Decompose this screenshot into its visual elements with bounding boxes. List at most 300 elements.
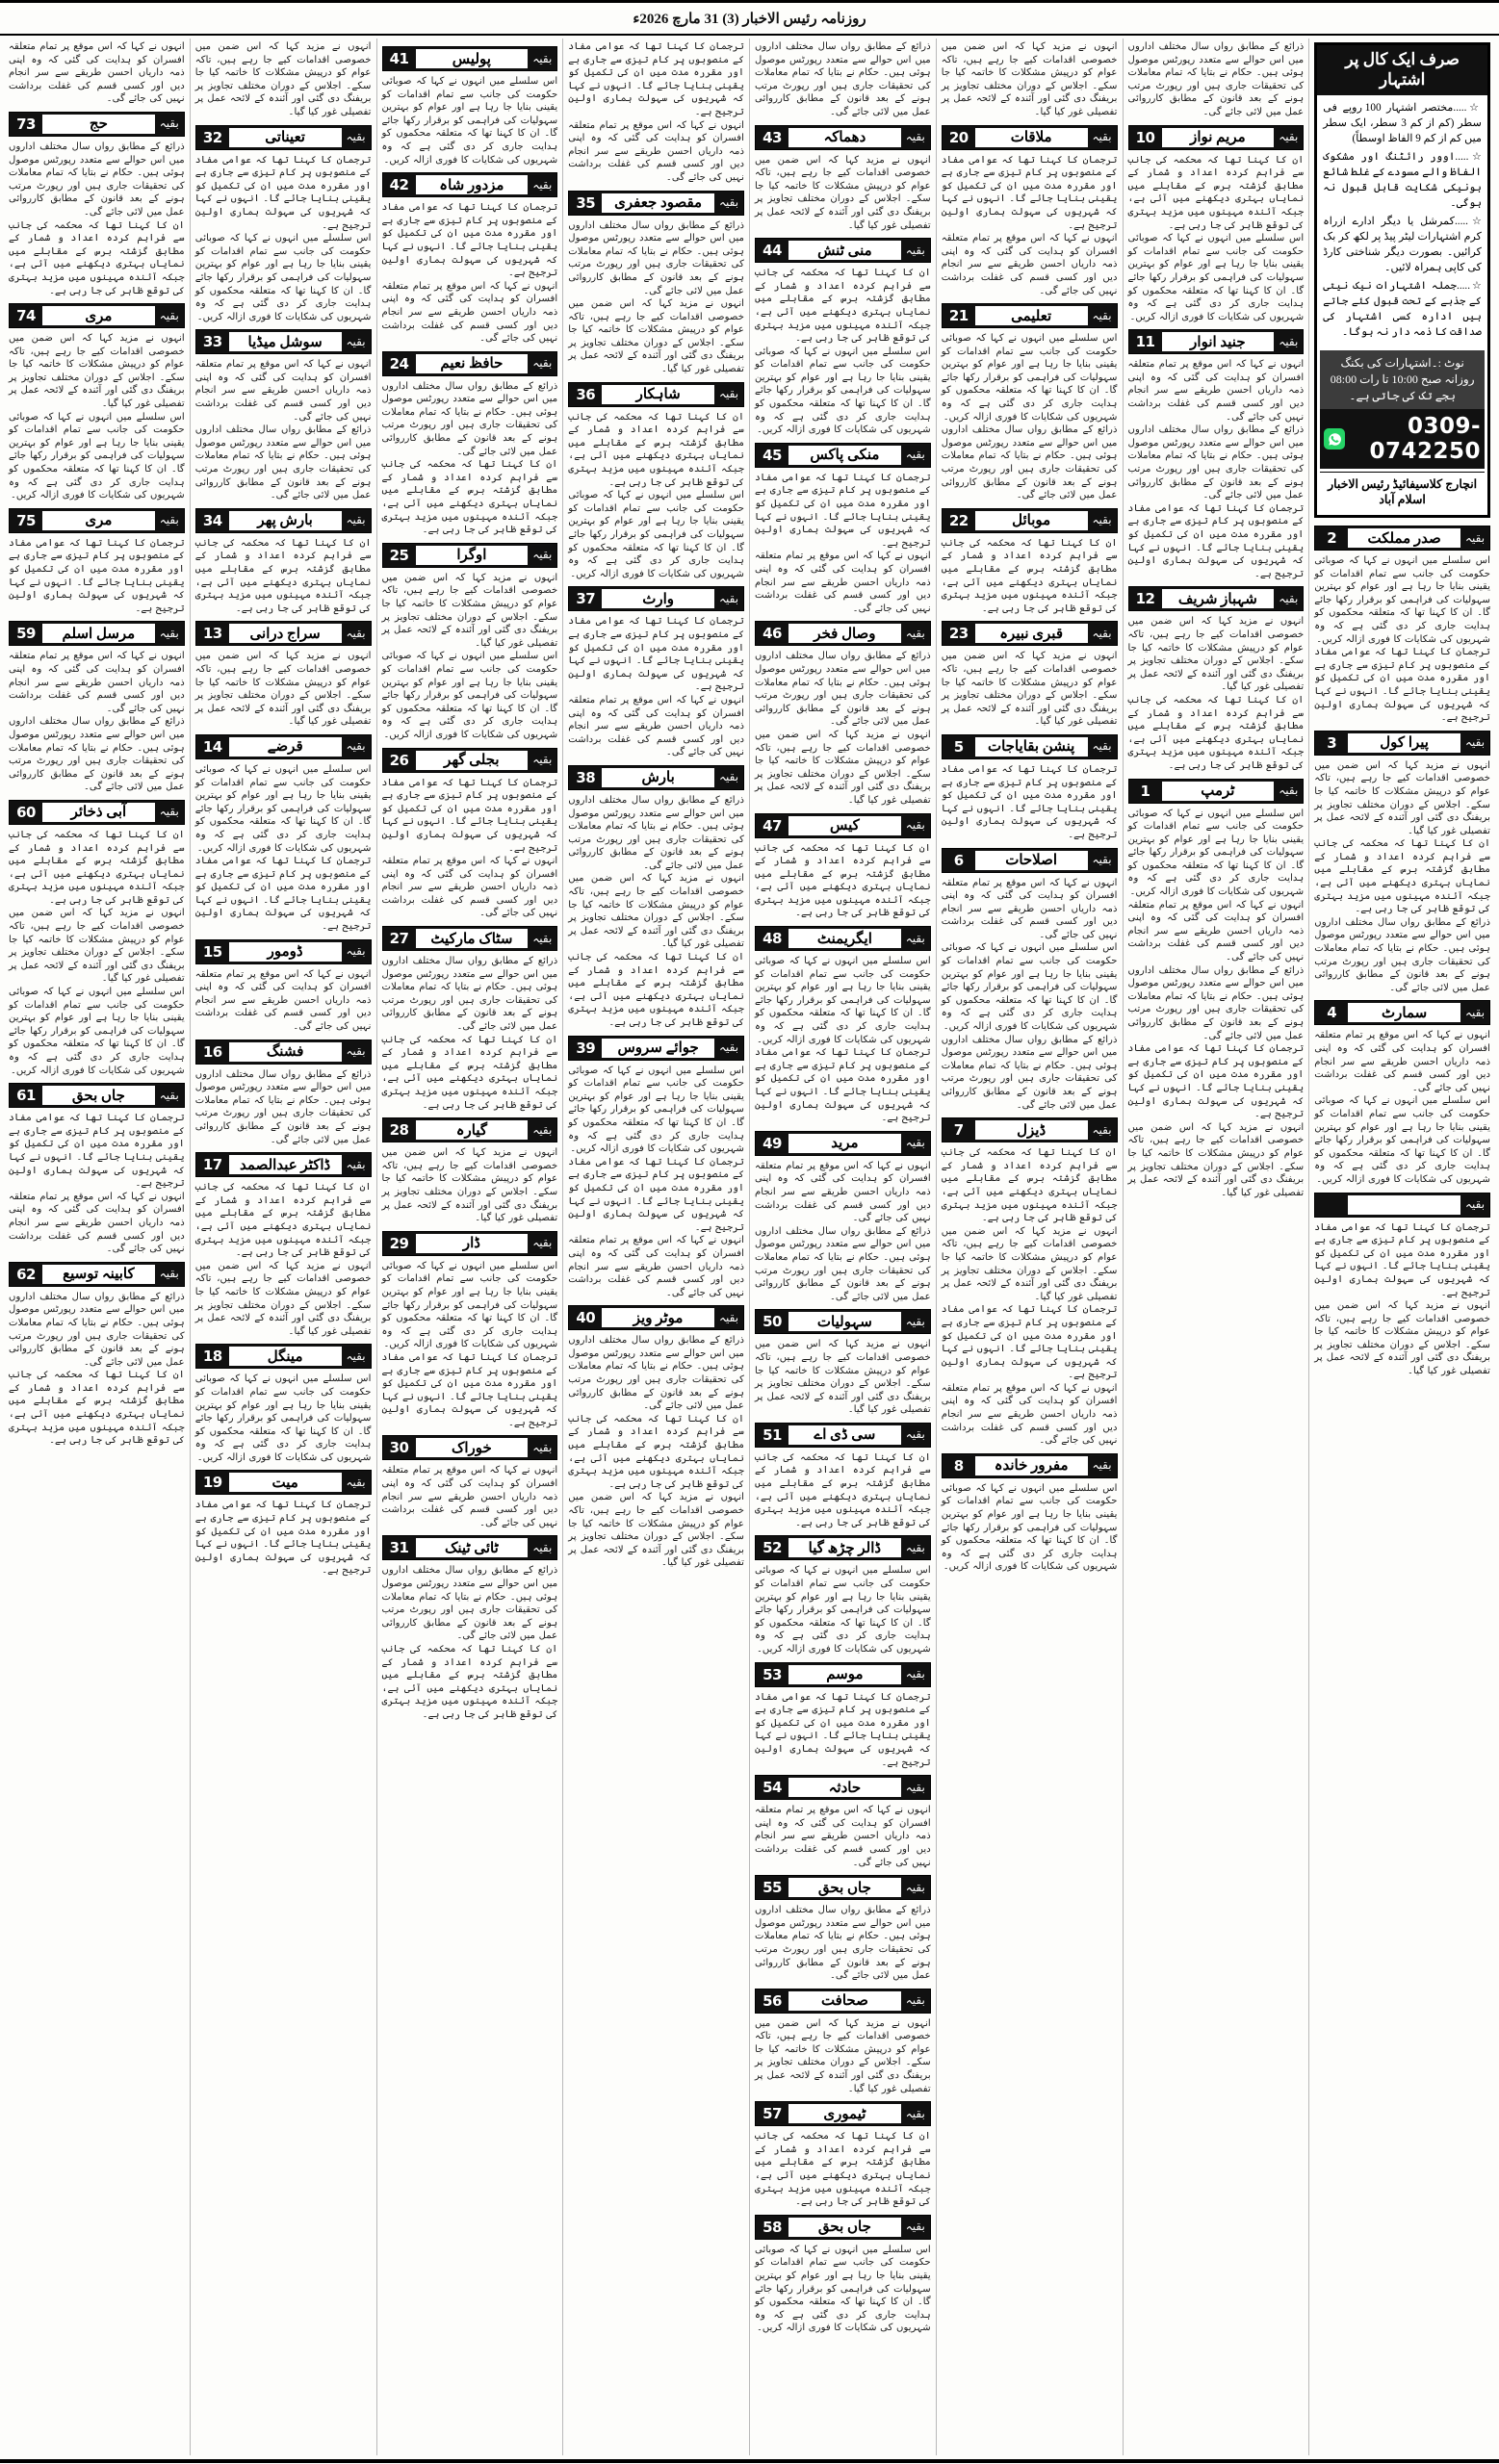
article-number: 61 — [10, 1084, 42, 1107]
continuation-tag: بقیہ — [714, 1037, 743, 1060]
article-head-43[interactable] — [382, 748, 558, 773]
column-8 — [4, 38, 190, 2455]
article-number: 23 — [943, 622, 975, 645]
continuation-tag: بقیہ — [1088, 304, 1117, 327]
article-title: تعلیمی — [975, 306, 1088, 325]
article-head-29[interactable] — [755, 1875, 931, 1900]
article-body: ترجمان کا کہنا تھا کہ عوامی مفاد کے منصوبوں پر کام تیزی سے جاری ہے اور مقررہ مدت میں ان کی تکمیل کو یقینی بنایا جائے گا۔ انہوں نے کہا کہ شہریوں کی سہولت ہماری اولین ترجیح ہے۔ — [381, 777, 558, 854]
continuation-tag: بقیہ — [901, 239, 930, 262]
article-body: ترجمان کا کہنا تھا کہ عوامی مفاد کے منصوبوں پر کام تیزی سے جاری ہے اور مقررہ مدت میں ان کی تکمیل کو یقینی بنایا جائے گا۔ انہوں نے کہا کہ شہریوں کی سہولت ہماری اولین ترجیح ہے۔ — [755, 1691, 931, 1768]
advert-bullet-3: ☆.....کمرشل یا دیگر ادارے ازراہ کرم اشتہارات لیٹر پیڈ پر لکھ کر بک کرائیں۔ بصورت دیگر شناختی کارڈ کی کاپی ہمراہ لائیں۔ — [1323, 216, 1482, 273]
article-title: موٹر ویز — [602, 1308, 714, 1327]
article-title: وصال فخر — [788, 624, 901, 643]
article-number: 16 — [196, 1040, 229, 1064]
article-title: اوگرا — [416, 546, 529, 565]
article-body: ان کا کہنا تھا کہ محکمہ کی جانب سے فراہم کردہ اعداد و شمار کے مطابق گزشتہ برس کے مقابلے میں نمایاں بہتری دیکھنے میں آئی ہے، جبکہ آئندہ مہینوں میں مزید بہتری کی توقع ظاہر کی جا رہی ہے۔ — [1127, 154, 1305, 231]
column-2 — [1123, 38, 1309, 2455]
continuation-tag: بقیہ — [342, 622, 371, 645]
article-body: انہوں نے مزید کہا کہ اس ضمن میں خصوصی اقدامات کیے جا رہے ہیں، تاکہ عوام کو درپیش مشکلات کا خاتمہ کیا جا سکے۔ اجلاس کے دوران مختلف تجاویز پر بریفنگ دی گئی اور آئندہ کے لائحہ عمل پر تفصیلی غور کیا گیا۔ — [941, 651, 1118, 728]
continuation-tag: بقیہ — [901, 1310, 930, 1333]
article-number: 54 — [756, 1776, 788, 1799]
article-head-55[interactable] — [195, 1040, 372, 1065]
article-title: میت — [229, 1473, 342, 1492]
column-5 — [562, 38, 749, 2455]
article-body: اس سلسلے میں انہوں نے کہا کہ صوبائی حکومت کی جانب سے تمام اقدامات کو یقینی بنایا جا رہا ہے اور عوام کو بہترین سہولیات کی فراہمی کو برقرار رکھا جائے گا۔ ان کا کہنا تھا کہ متعلقہ محکموں کو ہدایت جاری کر دی گئی ہے کہ وہ شہریوں کی شکایات کا فوری ازالہ کریں۔ — [9, 987, 185, 1076]
article-head-11[interactable] — [942, 508, 1118, 533]
article-body: اس سلسلے میں انہوں نے کہا کہ صوبائی حکومت کی جانب سے تمام اقدامات کو یقینی بنایا جا رہا ہے اور عوام کو بہترین سہولیات کی فراہمی کو برقرار رکھا جائے گا۔ ان کا کہنا تھا کہ متعلقہ محکموں کو ہدایت جاری کر دی گئی ہے کہ وہ شہریوں کی شکایات کا فوری ازالہ کریں۔ — [755, 346, 931, 436]
advert-bullet-4: ☆.....جملہ اشتہارات نیک نیتی کے جذبے کے تحت قبول کئے جاتے ہیں ادارہ کسی اشتہار کی صداقت کا ذمہ دار نہ ہوگا۔ — [1323, 280, 1482, 338]
article-body: ترجمان کا کہنا تھا کہ عوامی مفاد کے منصوبوں پر کام تیزی سے جاری ہے اور مقررہ مدت میں ان کی تکمیل کو یقینی بنایا جائے گا۔ انہوں نے کہا کہ شہریوں کی سہولت ہماری اولین ترجیح ہے۔ — [755, 1047, 931, 1124]
article-body: ترجمان کا کہنا تھا کہ عوامی مفاد کے منصوبوں پر کام تیزی سے جاری ہے اور مقررہ مدت میں ان کی تکمیل کو یقینی بنایا جائے گا۔ انہوں نے کہا کہ شہریوں کی سہولت ہماری اولین ترجیح ہے۔ — [568, 1156, 744, 1233]
continuation-tag: بقیہ — [342, 1040, 371, 1064]
continuation-tag: بقیہ — [901, 1876, 930, 1899]
continuation-tag: بقیہ — [155, 1084, 184, 1107]
article-head-20[interactable] — [755, 621, 931, 646]
article-head-10[interactable] — [942, 303, 1118, 328]
article-title — [1348, 1195, 1460, 1215]
article-body: انہوں نے کہا کہ اس موقع پر تمام متعلقہ افسران کو ہدایت کی گئی کہ وہ اپنی ذمہ داریاں احسن طریقے سے سر انجام دیں اور کسی قسم کی غفلت برداشت نہیں کی جائے گی۔ — [941, 1382, 1118, 1447]
article-head-12[interactable] — [942, 621, 1118, 646]
article-body: ان کا کہنا تھا کہ محکمہ کی جانب سے فراہم کردہ اعداد و شمار کے مطابق گزشتہ برس کے مقابلے میں نمایاں بہتری دیکھنے میں آئی ہے، جبکہ آئندہ مہینوں میں مزید بہتری کی توقع ظاہر کی جا رہی ہے۔ — [9, 219, 185, 296]
article-body: انہوں نے کہا کہ اس موقع پر تمام متعلقہ افسران کو ہدایت کی گئی کہ وہ اپنی ذمہ داریاں احسن طریقے سے سر انجام دیں اور کسی قسم کی غفلت برداشت نہیں کی جائے گی۔ — [941, 233, 1118, 296]
article-head-47[interactable] — [382, 1435, 558, 1460]
article-head-54[interactable] — [195, 939, 372, 964]
article-head-26[interactable] — [755, 1535, 931, 1560]
article-body: انہوں نے مزید کہا کہ اس ضمن میں خصوصی اقدامات کیے جا رہے ہیں، تاکہ عوام کو درپیش مشکلات کا خاتمہ کیا جا سکے۔ اجلاس کے دوران مختلف تجاویز پر بریفنگ دی گئی اور آئندہ کے لائحہ عمل پر تفصیلی غور کیا گیا۔ — [1314, 759, 1490, 836]
article-number: 59 — [10, 622, 42, 645]
article-body: انہوں نے کہا کہ اس موقع پر تمام متعلقہ افسران کو ہدایت کی گئی کہ وہ اپنی ذمہ داریاں احسن طریقے سے سر انجام دیں اور کسی قسم کی غفلت برداشت نہیں کی جائے گی۔ — [755, 1805, 931, 1868]
article-title: سراج درانی — [229, 624, 342, 643]
article-head-50[interactable] — [195, 329, 372, 354]
article-head-59[interactable] — [9, 112, 185, 137]
article-title: مریم نواز — [1162, 128, 1275, 147]
article-number: 4 — [1315, 1001, 1348, 1024]
article-body: انہوں نے کہا کہ اس موقع پر تمام متعلقہ افسران کو ہدایت کی گئی کہ وہ اپنی ذمہ داریاں احسن طریقے سے سر انجام دیں اور کسی قسم کی غفلت برداشت نہیں کی جائے گی۔ — [194, 359, 372, 423]
article-head-52[interactable] — [195, 621, 372, 646]
continuation-tag: بقیہ — [1088, 735, 1117, 758]
article-body: ذرائع کے مطابق رواں سال مختلف اداروں میں اس حوالے سے متعدد رپورٹس موصول ہوئی ہیں۔ حکام نے بتایا کہ تمام معاملات کی تحقیقات جاری ہیں اور رپورٹ مرتب ہونے کے بعد قانون کے مطابق کارروائی عمل میں لائی جائے گی۔ — [755, 1225, 931, 1302]
article-head-18[interactable] — [755, 238, 931, 263]
continuation-tag: بقیہ — [528, 1232, 556, 1255]
article-title: مری — [42, 306, 155, 325]
article-body: اس سلسلے میں انہوں نے کہا کہ صوبائی حکومت کی جانب سے تمام اقدامات کو یقینی بنایا جا رہا ہے اور عوام کو بہترین سہولیات کی فراہمی کو برقرار رکھا جائے گا۔ ان کا کہنا تھا کہ متعلقہ محکموں کو ہدایت جاری کر دی گئی ہے کہ وہ شہریوں کی شکایات کا فوری ازالہ کریں۔ — [194, 763, 372, 854]
continuation-tag: بقیہ — [901, 444, 930, 467]
article-number: 26 — [383, 749, 416, 772]
article-title: منی ٹنش — [788, 241, 901, 260]
article-title: پولیس — [416, 49, 529, 68]
article-body: اس سلسلے میں انہوں نے کہا کہ صوبائی حکومت کی جانب سے تمام اقدامات کو یقینی بنایا جا رہا ہے اور عوام کو بہترین سہولیات کی فراہمی کو برقرار رکھا جائے گا۔ ان کا کہنا تھا کہ متعلقہ محکموں کو ہدایت جاری کر دی گئی ہے کہ وہ شہریوں کی شکایات کا فوری ازالہ کریں۔ — [194, 1373, 372, 1463]
continuation-tag: بقیہ — [528, 544, 556, 567]
article-title: سہولیات — [788, 1312, 901, 1331]
article-head-35[interactable] — [568, 586, 744, 611]
article-body: انہوں نے کہا کہ اس موقع پر تمام متعلقہ افسران کو ہدایت کی گئی کہ وہ اپنی ذمہ داریاں احسن طریقے سے سر انجام دیں اور کسی قسم کی غفلت برداشت نہیں کی جائے گی۔ — [568, 694, 744, 758]
article-number: 35 — [569, 192, 602, 215]
continuation-tag: بقیہ — [714, 1306, 743, 1329]
continuation-tag: بقیہ — [901, 1663, 930, 1686]
article-body: ترجمان کا کہنا تھا کہ عوامی مفاد کے منصوبوں پر کام تیزی سے جاری ہے اور مقررہ مدت میں ان کی تکمیل کو یقینی بنایا جائے گا۔ انہوں نے کہا کہ شہریوں کی سہولت ہماری اولین ترجیح ہے۔ — [941, 763, 1118, 840]
article-number: 38 — [569, 766, 602, 789]
article-title: کابینہ توسیع — [42, 1265, 155, 1284]
continuation-tag: بقیہ — [155, 113, 184, 136]
article-body: انہوں نے کہا کہ اس موقع پر تمام متعلقہ افسران کو ہدایت کی گئی کہ وہ اپنی ذمہ داریاں احسن طریقے سے سر انجام دیں اور کسی قسم کی غفلت برداشت نہیں کی جائے گی۔ — [568, 1235, 744, 1298]
article-head-63[interactable] — [9, 800, 185, 825]
continuation-tag: بقیہ — [528, 352, 556, 375]
article-head-64[interactable] — [9, 1083, 185, 1108]
article-number: 55 — [756, 1876, 788, 1899]
article-body: ترجمان کا کہنا تھا کہ عوامی مفاد کے منصوبوں پر کام تیزی سے جاری ہے اور مقررہ مدت میں ان کی تکمیل کو یقینی بنایا جائے گا۔ انہوں نے کہا کہ شہریوں کی سہولت ہماری اولین ترجیح ہے۔ — [1314, 647, 1490, 724]
article-number: 14 — [196, 735, 229, 758]
continuation-tag: بقیہ — [901, 622, 930, 645]
article-title: جوائے سروس — [602, 1039, 714, 1058]
article-head-40[interactable] — [382, 172, 558, 197]
article-body: انہوں نے کہا کہ اس موقع پر تمام متعلقہ افسران کو ہدایت کی گئی کہ وہ اپنی ذمہ داریاں احسن طریقے سے سر انجام دیں اور کسی قسم کی غفلت برداشت نہیں کی جائے گی۔ — [381, 856, 558, 919]
article-head-24[interactable] — [755, 1309, 931, 1334]
article-head-3[interactable] — [1314, 1000, 1490, 1025]
article-body: اس سلسلے میں انہوں نے کہا کہ صوبائی حکومت کی جانب سے تمام اقدامات کو یقینی بنایا جا رہا ہے اور عوام کو بہترین سہولیات کی فراہمی کو برقرار رکھا جائے گا۔ ان کا کہنا تھا کہ متعلقہ محکموں کو ہدایت جاری کر دی گئی ہے کہ وہ شہریوں کی شکایات کا فوری ازالہ کریں۔ — [194, 233, 372, 322]
article-number: 56 — [756, 1989, 788, 2013]
article-body: انہوں نے کہا کہ اس موقع پر تمام متعلقہ افسران کو ہدایت کی گئی کہ وہ اپنی ذمہ داریاں احسن طریقے سے سر انجام دیں اور کسی قسم کی غفلت برداشت نہیں کی جائے گی۔ — [755, 1160, 931, 1224]
continuation-tag: بقیہ — [1088, 1118, 1117, 1142]
article-head-2[interactable] — [1314, 731, 1490, 756]
article-body: انہوں نے مزید کہا کہ اس ضمن میں خصوصی اقدامات کیے جا رہے ہیں، تاکہ عوام کو درپیش مشکلات کا خاتمہ کیا جا سکے۔ اجلاس کے دوران مختلف تجاویز پر بریفنگ دی گئی اور آئندہ کے لائحہ عمل پر تفصیلی غور کیا گیا۔ — [755, 2017, 931, 2094]
article-number: 60 — [10, 801, 42, 824]
continuation-tag: بقیہ — [342, 1345, 371, 1368]
article-number: 42 — [383, 173, 416, 196]
article-number: 6 — [943, 849, 975, 872]
article-title: موسم — [788, 1665, 901, 1684]
article-number: 15 — [196, 940, 229, 963]
article-head-9[interactable] — [942, 125, 1118, 150]
article-head-36[interactable] — [568, 765, 744, 790]
article-title: کیس — [788, 816, 901, 835]
article-head-5[interactable] — [1128, 125, 1305, 150]
article-number: 12 — [1129, 587, 1162, 610]
article-number: 45 — [756, 444, 788, 467]
article-title: ڈار — [416, 1234, 529, 1253]
article-number: 11 — [1129, 330, 1162, 353]
article-title: صدر مملکت — [1348, 528, 1460, 548]
article-title: منکی پاکس — [788, 446, 901, 465]
bottom-rule — [0, 2459, 1499, 2463]
article-title: جاں بحق — [788, 2218, 901, 2237]
article-body: ترجمان کا کہنا تھا کہ عوامی مفاد کے منصوبوں پر کام تیزی سے جاری ہے اور مقررہ مدت میں ان کی تکمیل کو یقینی بنایا جائے گا۔ انہوں نے کہا کہ شہریوں کی سہولت ہماری اولین ترجیح ہے۔ — [9, 537, 185, 614]
article-title: ڈالر چڑھ گیا — [788, 1538, 901, 1557]
article-body: ان کا کہنا تھا کہ محکمہ کی جانب سے فراہم کردہ اعداد و شمار کے مطابق گزشتہ برس کے مقابلے میں نمایاں بہتری دیکھنے میں آئی ہے، جبکہ آئندہ مہینوں میں مزید بہتری کی توقع ظاہر کی جا رہی ہے۔ — [9, 829, 185, 906]
article-title: ملاقات — [975, 128, 1088, 147]
article-body: اس سلسلے میں انہوں نے کہا کہ صوبائی حکومت کی جانب سے تمام اقدامات کو یقینی بنایا جا رہا ہے اور عوام کو بہترین سہولیات کی فراہمی کو برقرار رکھا جائے گا۔ ان کا کہنا تھا کہ متعلقہ محکموں کو ہدایت جاری کر دی گئی ہے کہ وہ شہریوں کی شکایات کا فوری ازالہ کریں۔ — [381, 651, 558, 740]
continuation-tag: بقیہ — [1274, 330, 1303, 353]
article-body: انہوں نے مزید کہا کہ اس ضمن میں خصوصی اقدامات کیے جا رہے ہیں، تاکہ عوام کو درپیش مشکلات کا خاتمہ کیا جا سکے۔ اجلاس کے دوران مختلف تجاویز پر بریفنگ دی گئی اور آئندہ کے لائحہ عمل پر تفصیلی غور کیا گیا۔ — [1314, 1300, 1490, 1377]
article-title: مفرور خاندہ — [975, 1456, 1088, 1476]
article-body: ان کا کہنا تھا کہ محکمہ کی جانب سے فراہم کردہ اعداد و شمار کے مطابق گزشتہ برس کے مقابلے میں نمایاں بہتری دیکھنے میں آئی ہے، جبکہ آئندہ مہینوں میں مزید بہتری کی توقع ظاہر کی جا رہی ہے۔ — [755, 1451, 931, 1528]
article-body: ذرائع کے مطابق رواں سال مختلف اداروں میں اس حوالے سے متعدد رپورٹس موصول ہوئی ہیں۔ حکام نے بتایا کہ تمام معاملات کی تحقیقات جاری ہیں اور رپورٹ مرتب ہونے کے بعد قانون کے مطابق کارروائی عمل میں لائی جائے گی۔ — [568, 1335, 744, 1412]
article-title: تعیناتی — [229, 128, 342, 147]
article-body: انہوں نے کہا کہ اس موقع پر تمام متعلقہ افسران کو ہدایت کی گئی کہ وہ اپنی ذمہ داریاں احسن طریقے سے سر انجام دیں اور کسی قسم کی غفلت برداشت نہیں کی جائے گی۔ — [941, 877, 1118, 940]
article-body: ترجمان کا کہنا تھا کہ عوامی مفاد کے منصوبوں پر کام تیزی سے جاری ہے اور مقررہ مدت میں ان کی تکمیل کو یقینی بنایا جائے گا۔ انہوں نے کہا کہ شہریوں کی سہولت ہماری اولین ترجیح ہے۔ — [941, 1304, 1118, 1381]
article-body: ترجمان کا کہنا تھا کہ عوامی مفاد کے منصوبوں پر کام تیزی سے جاری ہے اور مقررہ مدت میں ان کی تکمیل کو یقینی بنایا جائے گا۔ انہوں نے کہا کہ شہریوں کی سہولت ہماری اولین ترجیح ہے۔ — [941, 154, 1118, 231]
article-body: ترجمان کا کہنا تھا کہ عوامی مفاد کے منصوبوں پر کام تیزی سے جاری ہے اور مقررہ مدت میں ان کی تکمیل کو یقینی بنایا جائے گا۔ انہوں نے کہا کہ شہریوں کی سہولت ہماری اولین ترجیح ہے۔ — [568, 616, 744, 693]
article-head-56[interactable] — [195, 1152, 372, 1177]
column-7 — [190, 38, 376, 2455]
article-body: ان کا کہنا تھا کہ محکمہ کی جانب سے فراہم کردہ اعداد و شمار کے مطابق گزشتہ برس کے مقابلے میں نمایاں بہتری دیکھنے میں آئی ہے، جبکہ آئندہ مہینوں میں مزید بہتری کی توقع ظاہر کی جا رہی ہے۔ — [568, 411, 744, 488]
article-number: 46 — [756, 622, 788, 645]
article-body: ترجمان کا کہنا تھا کہ عوامی مفاد کے منصوبوں پر کام تیزی سے جاری ہے اور مقررہ مدت میں ان کی تکمیل کو یقینی بنایا جائے گا۔ انہوں نے کہا کہ شہریوں کی سہولت ہماری اولین ترجیح ہے۔ — [9, 1113, 185, 1190]
article-number: 3 — [1315, 732, 1348, 755]
article-head-16[interactable] — [942, 1453, 1118, 1478]
article-title: مرسل اسلم — [42, 624, 155, 643]
article-body: انہوں نے مزید کہا کہ اس ضمن میں خصوصی اقدامات کیے جا رہے ہیں، تاکہ عوام کو درپیش مشکلات کا خاتمہ کیا جا سکے۔ اجلاس کے دوران مختلف تجاویز پر بریفنگ دی گئی اور آئندہ کے لائحہ عمل پر تفصیلی غور کیا گیا۔ — [194, 1260, 372, 1337]
article-head-13[interactable] — [942, 734, 1118, 759]
article-head-58[interactable] — [195, 1470, 372, 1495]
article-body: ذرائع کے مطابق رواں سال مختلف اداروں میں اس حوالے سے متعدد رپورٹس موصول ہوئی ہیں۔ حکام نے بتایا کہ تمام معاملات کی تحقیقات جاری ہیں اور رپورٹ مرتب ہونے کے بعد قانون کے مطابق کارروائی عمل میں لائی جائے گی۔ — [194, 1068, 372, 1145]
article-body: ترجمان کا کہنا تھا کہ عوامی مفاد کے منصوبوں پر کام تیزی سے جاری ہے اور مقررہ مدت میں ان کی تکمیل کو یقینی بنایا جائے گا۔ انہوں نے کہا کہ شہریوں کی سہولت ہماری اولین ترجیح ہے۔ — [568, 41, 744, 117]
article-body: انہوں نے مزید کہا کہ اس ضمن میں خصوصی اقدامات کیے جا رہے ہیں، تاکہ عوام کو درپیش مشکلات کا خاتمہ کیا جا سکے۔ اجلاس کے دوران مختلف تجاویز پر بریفنگ دی گئی اور آئندہ کے لائحہ عمل پر تفصیلی غور کیا گیا۔ — [9, 333, 185, 410]
article-head-25[interactable] — [755, 1423, 931, 1448]
article-body: انہوں نے مزید کہا کہ اس ضمن میں خصوصی اقدامات کیے جا رہے ہیں، تاکہ عوام کو درپیش مشکلات کا خاتمہ کیا جا سکے۔ اجلاس کے دوران مختلف تجاویز پر بریفنگ دی گئی اور آئندہ کے لائحہ عمل پر تفصیلی غور کیا گیا۔ — [1127, 1121, 1305, 1198]
article-body: ذرائع کے مطابق رواں سال مختلف اداروں میں اس حوالے سے متعدد رپورٹس موصول ہوئی ہیں۔ حکام نے بتایا کہ تمام معاملات کی تحقیقات جاری ہیں اور رپورٹ مرتب ہونے کے بعد قانون کے مطابق کارروائی عمل میں لائی جائے گی۔ — [9, 1291, 185, 1368]
continuation-tag: بقیہ — [342, 1153, 371, 1176]
continuation-tag: بقیہ — [714, 766, 743, 789]
column-4 — [749, 38, 936, 2455]
article-number: 24 — [383, 352, 416, 375]
continuation-tag: بقیہ — [528, 927, 556, 950]
article-number: 32 — [196, 126, 229, 149]
article-head-22[interactable] — [755, 926, 931, 951]
article-title: قبری نبیرہ — [975, 624, 1088, 643]
article-head-60[interactable] — [9, 303, 185, 328]
article-head-6[interactable] — [1128, 329, 1305, 354]
article-body: ذرائع کے مطابق رواں سال مختلف اداروں میں اس حوالے سے متعدد رپورٹس موصول ہوئی ہیں۔ حکام نے بتایا کہ تمام معاملات کی تحقیقات جاری ہیں اور رپورٹ مرتب ہونے کے بعد قانون کے مطابق کارروائی عمل میں لائی جائے گی۔ — [568, 219, 744, 296]
article-head-27[interactable] — [755, 1662, 931, 1687]
article-number: 57 — [756, 2102, 788, 2125]
article-body: اس سلسلے میں انہوں نے کہا کہ صوبائی حکومت کی جانب سے تمام اقدامات کو یقینی بنایا جا رہا ہے اور عوام کو بہترین سہولیات کی فراہمی کو برقرار رکھا جائے گا۔ ان کا کہنا تھا کہ متعلقہ محکموں کو ہدایت جاری کر دی گئی ہے کہ وہ شہریوں کی شکایات کا فوری ازالہ کریں۔ — [381, 76, 558, 166]
article-head-49[interactable] — [195, 125, 372, 150]
article-body: ان کا کہنا تھا کہ محکمہ کی جانب سے فراہم کردہ اعداد و شمار کے مطابق گزشتہ برس کے مقابلے میں نمایاں بہتری دیکھنے میں آئی ہے، جبکہ آئندہ مہینوں میں مزید بہتری کی توقع ظاہر کی جا رہی ہے۔ — [568, 1413, 744, 1490]
article-body: ترجمان کا کہنا تھا کہ عوامی مفاد کے منصوبوں پر کام تیزی سے جاری ہے اور مقررہ مدت میں ان کی تکمیل کو یقینی بنایا جائے گا۔ انہوں نے کہا کہ شہریوں کی سہولت ہماری اولین ترجیح ہے۔ — [194, 1500, 372, 1577]
article-number: 34 — [196, 509, 229, 532]
article-body: ترجمان کا کہنا تھا کہ عوامی مفاد کے منصوبوں پر کام تیزی سے جاری ہے اور مقررہ مدت میں ان کی تکمیل کو یقینی بنایا جائے گا۔ انہوں نے کہا کہ شہریوں کی سہولت ہماری اولین ترجیح ہے۔ — [755, 472, 931, 549]
article-head-62[interactable] — [9, 621, 185, 646]
article-number: 43 — [756, 126, 788, 149]
article-title: قرضے — [229, 737, 342, 757]
article-head-38[interactable] — [568, 1305, 744, 1330]
article-head-48[interactable] — [382, 1535, 558, 1560]
article-body: اس سلسلے میں انہوں نے کہا کہ صوبائی حکومت کی جانب سے تمام اقدامات کو یقینی بنایا جا رہا ہے اور عوام کو بہترین سہولیات کی فراہمی کو برقرار رکھا جائے گا۔ ان کا کہنا تھا کہ متعلقہ محکموں کو ہدایت جاری کر دی گئی ہے کہ وہ شہریوں کی شکایات کا فوری ازالہ کریں۔ — [941, 942, 1118, 1033]
article-body: اس سلسلے میں انہوں نے کہا کہ صوبائی حکومت کی جانب سے تمام اقدامات کو یقینی بنایا جا رہا ہے اور عوام کو بہترین سہولیات کی فراہمی کو برقرار رکھا جائے گا۔ ان کا کہنا تھا کہ متعلقہ محکموں کو ہدایت جاری کر دی گئی ہے کہ وہ شہریوں کی شکایات کا فوری ازالہ کریں۔ — [568, 1065, 744, 1155]
advert-phone-number[interactable]: 0309-0742250 — [1369, 414, 1481, 464]
article-number: 41 — [383, 47, 416, 70]
article-body: انہوں نے کہا کہ اس موقع پر تمام متعلقہ افسران کو ہدایت کی گئی کہ وہ اپنی ذمہ داریاں احسن طریقے سے سر انجام دیں اور کسی قسم کی غفلت برداشت نہیں کی جائے گی۔ — [1314, 1030, 1490, 1093]
article-body: ان کا کہنا تھا کہ محکمہ کی جانب سے فراہم کردہ اعداد و شمار کے مطابق گزشتہ برس کے مقابلے میں نمایاں بہتری دیکھنے میں آئی ہے، جبکہ آئندہ مہینوں میں مزید بہتری کی توقع ظاہر کی جا رہی ہے۔ — [755, 842, 931, 919]
advert-terms — [1317, 95, 1487, 346]
article-head-15[interactable] — [942, 1117, 1118, 1142]
article-number: 29 — [383, 1232, 416, 1255]
article-body: ذرائع کے مطابق رواں سال مختلف اداروں میں اس حوالے سے متعدد رپورٹس موصول ہوئی ہیں۔ حکام نے بتایا کہ تمام معاملات کی تحقیقات جاری ہیں اور رپورٹ مرتب ہونے کے بعد قانون کے مطابق کارروائی عمل میں لائی جائے گی۔ — [1127, 41, 1305, 117]
article-body: ان کا کہنا تھا کہ محکمہ کی جانب سے فراہم کردہ اعداد و شمار کے مطابق گزشتہ برس کے مقابلے میں نمایاں بہتری دیکھنے میں آئی ہے، جبکہ آئندہ مہینوں میں مزید بہتری کی توقع ظاہر کی جا رہی ہے۔ — [755, 2131, 931, 2208]
continuation-tag: بقیہ — [342, 126, 371, 149]
article-body: ذرائع کے مطابق رواں سال مختلف اداروں میں اس حوالے سے متعدد رپورٹس موصول ہوئی ہیں۔ حکام نے بتایا کہ تمام معاملات کی تحقیقات جاری ہیں اور رپورٹ مرتب ہونے کے بعد قانون کے مطابق کارروائی عمل میں لائی جائے گی۔ — [941, 424, 1118, 501]
article-head-53[interactable] — [195, 734, 372, 759]
continuation-tag: بقیہ — [901, 1132, 930, 1155]
article-head-33[interactable] — [568, 191, 744, 216]
continuation-tag: بقیہ — [901, 927, 930, 950]
continuation-tag: بقیہ — [155, 622, 184, 645]
continuation-tag: بقیہ — [1088, 1454, 1117, 1477]
article-title: خوراک — [416, 1438, 529, 1457]
continuation-tag: بقیہ — [901, 126, 930, 149]
article-number: 22 — [943, 509, 975, 532]
article-body: ترجمان کا کہنا تھا کہ عوامی مفاد کے منصوبوں پر کام تیزی سے جاری ہے اور مقررہ مدت میں ان کی تکمیل کو یقینی بنایا جائے گا۔ انہوں نے کہا کہ شہریوں کی سہولت ہماری اولین ترجیح ہے۔ — [194, 154, 372, 231]
continuation-tag: بقیہ — [1274, 587, 1303, 610]
article-title: پنشن بقایاجات — [975, 737, 1088, 757]
article-body: ذرائع کے مطابق رواں سال مختلف اداروں میں اس حوالے سے متعدد رپورٹس موصول ہوئی ہیں۔ حکام نے بتایا کہ تمام معاملات کی تحقیقات جاری ہیں اور رپورٹ مرتب ہونے کے بعد قانون کے مطابق کارروائی عمل میں لائی جائے گی۔ — [381, 1565, 558, 1642]
article-body: انہوں نے مزید کہا کہ اس ضمن میں خصوصی اقدامات کیے جا رہے ہیں، تاکہ عوام کو درپیش مشکلات کا خاتمہ کیا جا سکے۔ اجلاس کے دوران مختلف تجاویز پر بریفنگ دی گئی اور آئندہ کے لائحہ عمل پر تفصیلی غور کیا گیا۔ — [194, 41, 372, 117]
continuation-tag: بقیہ — [528, 47, 556, 70]
article-head-61[interactable] — [9, 508, 185, 533]
continuation-tag: بقیہ — [901, 814, 930, 837]
article-title: بارش پھر — [229, 511, 342, 530]
continuation-tag: بقیہ — [342, 509, 371, 532]
whatsapp-icon — [1324, 428, 1345, 449]
article-title: بجلی گھر — [416, 751, 529, 770]
article-title: موبائل — [975, 511, 1088, 530]
column-3 — [936, 38, 1123, 2455]
continuation-tag: بقیہ — [528, 1536, 556, 1559]
article-body: ان کا کہنا تھا کہ محکمہ کی جانب سے فراہم کردہ اعداد و شمار کے مطابق گزشتہ برس کے مقابلے میں نمایاں بہتری دیکھنے میں آئی ہے، جبکہ آئندہ مہینوں میں مزید بہتری کی توقع ظاہر کی جا رہی ہے۔ — [755, 268, 931, 345]
article-body: ترجمان کا کہنا تھا کہ عوامی مفاد کے منصوبوں پر کام تیزی سے جاری ہے اور مقررہ مدت میں ان کی تکمیل کو یقینی بنایا جائے گا۔ انہوں نے کہا کہ شہریوں کی سہولت ہماری اولین ترجیح ہے۔ — [381, 202, 558, 279]
article-title: وارث — [602, 589, 714, 608]
article-number: 1 — [1129, 780, 1162, 803]
continuation-tag: بقیہ — [528, 749, 556, 772]
article-head-14[interactable] — [942, 848, 1118, 873]
article-number: 5 — [943, 735, 975, 758]
article-number: 10 — [1129, 126, 1162, 149]
article-head-7[interactable] — [1128, 586, 1305, 611]
article-title: آبی ذخائر — [42, 803, 155, 822]
article-head-4[interactable] — [1314, 1193, 1490, 1218]
article-body: اس سلسلے میں انہوں نے کہا کہ صوبائی حکومت کی جانب سے تمام اقدامات کو یقینی بنایا جا رہا ہے اور عوام کو بہترین سہولیات کی فراہمی کو برقرار رکھا جائے گا۔ ان کا کہنا تھا کہ متعلقہ محکموں کو ہدایت جاری کر دی گئی ہے کہ وہ شہریوں کی شکایات کا فوری ازالہ کریں۔ — [755, 2244, 931, 2334]
article-head-65[interactable] — [9, 1262, 185, 1287]
continuation-tag: بقیہ — [901, 2102, 930, 2125]
article-number: 21 — [943, 304, 975, 327]
article-body: ان کا کہنا تھا کہ محکمہ کی جانب سے فراہم کردہ اعداد و شمار کے مطابق گزشتہ برس کے مقابلے میں نمایاں بہتری دیکھنے میں آئی ہے، جبکہ آئندہ مہینوں میں مزید بہتری کی توقع ظاہر کی جا رہی ہے۔ — [194, 1182, 372, 1259]
article-head-39[interactable] — [382, 46, 558, 71]
article-head-31[interactable] — [755, 2101, 931, 2126]
article-body: اس سلسلے میں انہوں نے کہا کہ صوبائی حکومت کی جانب سے تمام اقدامات کو یقینی بنایا جا رہا ہے اور عوام کو بہترین سہولیات کی فراہمی کو برقرار رکھا جائے گا۔ ان کا کہنا تھا کہ متعلقہ محکموں کو ہدایت جاری کر دی گئی ہے کہ وہ شہریوں کی شکایات کا فوری ازالہ کریں۔ — [1314, 1095, 1490, 1185]
article-body: ان کا کہنا تھا کہ محکمہ کی جانب سے فراہم کردہ اعداد و شمار کے مطابق گزشتہ برس کے مقابلے میں نمایاں بہتری دیکھنے میں آئی ہے، جبکہ آئندہ مہینوں میں مزید بہتری کی توقع ظاہر کی جا رہی ہے۔ — [1127, 694, 1305, 771]
article-body: اس سلسلے میں انہوں نے کہا کہ صوبائی حکومت کی جانب سے تمام اقدامات کو یقینی بنایا جا رہا ہے اور عوام کو بہترین سہولیات کی فراہمی کو برقرار رکھا جائے گا۔ ان کا کہنا تھا کہ متعلقہ محکموں کو ہدایت جاری کر دی گئی ہے کہ وہ شہریوں کی شکایات کا فوری ازالہ کریں۔ — [755, 956, 931, 1045]
continuation-tag: بقیہ — [342, 940, 371, 963]
article-title: شہباز شریف — [1162, 589, 1275, 608]
article-title: سوشل میڈیا — [229, 332, 342, 351]
continuation-tag: بقیہ — [901, 2216, 930, 2239]
article-head-57[interactable] — [195, 1344, 372, 1369]
continuation-tag: بقیہ — [342, 1471, 371, 1494]
advert-banner: صرف ایک کال پر اشتہار — [1317, 45, 1487, 95]
continuation-tag: بقیہ — [901, 1536, 930, 1559]
article-title: گیارہ — [416, 1120, 529, 1140]
continuation-tag: بقیہ — [714, 192, 743, 215]
article-body: انہوں نے مزید کہا کہ اس ضمن میں خصوصی اقدامات کیے جا رہے ہیں، تاکہ عوام کو درپیش مشکلات کا خاتمہ کیا جا سکے۔ اجلاس کے دوران مختلف تجاویز پر بریفنگ دی گئی اور آئندہ کے لائحہ عمل پر تفصیلی غور کیا گیا۔ — [381, 1147, 558, 1224]
column-grid — [0, 36, 1499, 2459]
continuation-tag: بقیہ — [342, 735, 371, 758]
article-body: انہوں نے مزید کہا کہ اس ضمن میں خصوصی اقدامات کیے جا رہے ہیں، تاکہ عوام کو درپیش مشکلات کا خاتمہ کیا جا سکے۔ اجلاس کے دوران مختلف تجاویز پر بریفنگ دی گئی اور آئندہ کے لائحہ عمل پر تفصیلی غور کیا گیا۔ — [755, 729, 931, 806]
article-head-23[interactable] — [755, 1131, 931, 1156]
article-head-21[interactable] — [755, 813, 931, 838]
article-title: مزدور شاہ — [416, 175, 529, 194]
article-body: انہوں نے کہا کہ اس موقع پر تمام متعلقہ افسران کو ہدایت کی گئی کہ وہ اپنی ذمہ داریاں احسن طریقے سے سر انجام دیں اور کسی قسم کی غفلت برداشت نہیں کی جائے گی۔ — [755, 551, 931, 614]
continuation-tag: بقیہ — [1088, 509, 1117, 532]
article-title: ڈاکٹر عبدالصمد — [229, 1155, 342, 1174]
continuation-tag: بقیہ — [901, 1776, 930, 1799]
continuation-tag: بقیہ — [528, 1118, 556, 1142]
article-number: 48 — [756, 927, 788, 950]
article-head-42[interactable] — [382, 543, 558, 568]
column-6 — [376, 38, 563, 2455]
article-title: مینگل — [229, 1347, 342, 1366]
article-head-41[interactable] — [382, 351, 558, 376]
article-body: ان کا کہنا تھا کہ محکمہ کی جانب سے فراہم کردہ اعداد و شمار کے مطابق گزشتہ برس کے مقابلے میں نمایاں بہتری دیکھنے میں آئی ہے، جبکہ آئندہ مہینوں میں مزید بہتری کی توقع ظاہر کی جا رہی ہے۔ — [941, 537, 1118, 614]
continuation-tag: بقیہ — [528, 173, 556, 196]
article-body: ذرائع کے مطابق رواں سال مختلف اداروں میں اس حوالے سے متعدد رپورٹس موصول ہوئی ہیں۔ حکام نے بتایا کہ تمام معاملات کی تحقیقات جاری ہیں اور رپورٹ مرتب ہونے کے بعد قانون کے مطابق کارروائی عمل میں لائی جائے گی۔ — [381, 380, 558, 457]
article-body: انہوں نے مزید کہا کہ اس ضمن میں خصوصی اقدامات کیے جا رہے ہیں، تاکہ عوام کو درپیش مشکلات کا خاتمہ کیا جا سکے۔ اجلاس کے دوران مختلف تجاویز پر بریفنگ دی گئی اور آئندہ کے لائحہ عمل پر تفصیلی غور کیا گیا۔ — [381, 572, 558, 649]
article-number: 50 — [756, 1310, 788, 1333]
article-head-1[interactable] — [1314, 526, 1490, 551]
article-head-37[interactable] — [568, 1036, 744, 1061]
article-body: ترجمان کا کہنا تھا کہ عوامی مفاد کے منصوبوں پر کام تیزی سے جاری ہے اور مقررہ مدت میں ان کی تکمیل کو یقینی بنایا جائے گا۔ انہوں نے کہا کہ شہریوں کی سہولت ہماری اولین ترجیح ہے۔ — [1127, 502, 1305, 579]
article-head-30[interactable] — [755, 1989, 931, 2014]
article-body: ذرائع کے مطابق رواں سال مختلف اداروں میں اس حوالے سے متعدد رپورٹس موصول ہوئی ہیں۔ حکام نے بتایا کہ تمام معاملات کی تحقیقات جاری ہیں اور رپورٹ مرتب ہونے کے بعد قانون کے مطابق کارروائی عمل میں لائی جائے گی۔ — [194, 424, 372, 501]
article-title: حادثہ — [788, 1778, 901, 1797]
article-head-46[interactable] — [382, 1231, 558, 1256]
article-body: ترجمان کا کہنا تھا کہ عوامی مفاد کے منصوبوں پر کام تیزی سے جاری ہے اور مقررہ مدت میں ان کی تکمیل کو یقینی بنایا جائے گا۔ انہوں نے کہا کہ شہریوں کی سہولت ہماری اولین ترجیح ہے۔ — [1314, 1221, 1490, 1298]
article-head-32[interactable] — [755, 2215, 931, 2240]
article-head-19[interactable] — [755, 443, 931, 468]
article-head-34[interactable] — [568, 382, 744, 407]
advert-phone-row[interactable] — [1320, 409, 1485, 469]
article-head-45[interactable] — [382, 1117, 558, 1142]
article-body: اس سلسلے میں انہوں نے کہا کہ صوبائی حکومت کی جانب سے تمام اقدامات کو یقینی بنایا جا رہا ہے اور عوام کو بہترین سہولیات کی فراہمی کو برقرار رکھا جائے گا۔ ان کا کہنا تھا کہ متعلقہ محکموں کو ہدایت جاری کر دی گئی ہے کہ وہ شہریوں کی شکایات کا فوری ازالہ کریں۔ — [1314, 555, 1490, 645]
article-title: مقصود جعفری — [602, 193, 714, 213]
article-head-17[interactable] — [755, 125, 931, 150]
article-body: اس سلسلے میں انہوں نے کہا کہ صوبائی حکومت کی جانب سے تمام اقدامات کو یقینی بنایا جا رہا ہے اور عوام کو بہترین سہولیات کی فراہمی کو برقرار رکھا جائے گا۔ ان کا کہنا تھا کہ متعلقہ محکموں کو ہدایت جاری کر دی گئی ہے کہ وہ شہریوں کی شکایات کا فوری ازالہ کریں۔ — [941, 333, 1118, 423]
article-body: ذرائع کے مطابق رواں سال مختلف اداروں میں اس حوالے سے متعدد رپورٹس موصول ہوئی ہیں۔ حکام نے بتایا کہ تمام معاملات کی تحقیقات جاری ہیں اور رپورٹ مرتب ہونے کے بعد قانون کے مطابق کارروائی عمل میں لائی جائے گی۔ — [9, 141, 185, 218]
advert-footer: انچارج کلاسیفائیڈ رئیس الاخبار اسلام آباد — [1320, 472, 1485, 512]
continuation-tag: بقیہ — [714, 383, 743, 406]
article-head-51[interactable] — [195, 508, 372, 533]
article-number: 27 — [383, 927, 416, 950]
article-body: ذرائع کے مطابق رواں سال مختلف اداروں میں اس حوالے سے متعدد رپورٹس موصول ہوئی ہیں۔ حکام نے بتایا کہ تمام معاملات کی تحقیقات جاری ہیں اور رپورٹ مرتب ہونے کے بعد قانون کے مطابق کارروائی عمل میں لائی جائے گی۔ — [755, 651, 931, 728]
article-title: جنید انوار — [1162, 332, 1275, 351]
article-head-8[interactable] — [1128, 779, 1305, 804]
article-number: 44 — [756, 239, 788, 262]
article-title: دھماکہ — [788, 128, 901, 147]
article-body: انہوں نے مزید کہا کہ اس ضمن میں خصوصی اقدامات کیے جا رہے ہیں، تاکہ عوام کو درپیش مشکلات کا خاتمہ کیا جا سکے۔ اجلاس کے دوران مختلف تجاویز پر بریفنگ دی گئی اور آئندہ کے لائحہ عمل پر تفصیلی غور کیا گیا۔ — [941, 1225, 1118, 1302]
article-body: انہوں نے مزید کہا کہ اس ضمن میں خصوصی اقدامات کیے جا رہے ہیں، تاکہ عوام کو درپیش مشکلات کا خاتمہ کیا جا سکے۔ اجلاس کے دوران مختلف تجاویز پر بریفنگ دی گئی اور آئندہ کے لائحہ عمل پر تفصیلی غور کیا گیا۔ — [941, 41, 1118, 117]
continuation-tag: بقیہ — [901, 1424, 930, 1447]
article-head-28[interactable] — [755, 1775, 931, 1800]
continuation-tag: بقیہ — [1088, 126, 1117, 149]
article-body: اس سلسلے میں انہوں نے کہا کہ صوبائی حکومت کی جانب سے تمام اقدامات کو یقینی بنایا جا رہا ہے اور عوام کو بہترین سہولیات کی فراہمی کو برقرار رکھا جائے گا۔ ان کا کہنا تھا کہ متعلقہ محکموں کو ہدایت جاری کر دی گئی ہے کہ وہ شہریوں کی شکایات کا فوری ازالہ کریں۔ — [755, 1565, 931, 1655]
article-number: 28 — [383, 1118, 416, 1142]
article-title: ایگریمنٹ — [788, 929, 901, 948]
article-head-44[interactable] — [382, 926, 558, 951]
article-body: انہوں نے مزید کہا کہ اس ضمن میں خصوصی اقدامات کیے جا رہے ہیں، تاکہ عوام کو درپیش مشکلات کا خاتمہ کیا جا سکے۔ اجلاس کے دوران مختلف تجاویز پر بریفنگ دی گئی اور آئندہ کے لائحہ عمل پر تفصیلی غور کیا گیا۔ — [755, 1339, 931, 1416]
article-number: 20 — [943, 126, 975, 149]
article-title: پیرا کول — [1348, 733, 1460, 753]
article-body: اس سلسلے میں انہوں نے کہا کہ صوبائی حکومت کی جانب سے تمام اقدامات کو یقینی بنایا جا رہا ہے اور عوام کو بہترین سہولیات کی فراہمی کو برقرار رکھا جائے گا۔ ان کا کہنا تھا کہ متعلقہ محکموں کو ہدایت جاری کر دی گئی ہے کہ وہ شہریوں کی شکایات کا فوری ازالہ کریں۔ — [1127, 808, 1305, 898]
article-body: اس سلسلے میں انہوں نے کہا کہ صوبائی حکومت کی جانب سے تمام اقدامات کو یقینی بنایا جا رہا ہے اور عوام کو بہترین سہولیات کی فراہمی کو برقرار رکھا جائے گا۔ ان کا کہنا تھا کہ متعلقہ محکموں کو ہدایت جاری کر دی گئی ہے کہ وہ شہریوں کی شکایات کا فوری ازالہ کریں۔ — [941, 1482, 1118, 1573]
